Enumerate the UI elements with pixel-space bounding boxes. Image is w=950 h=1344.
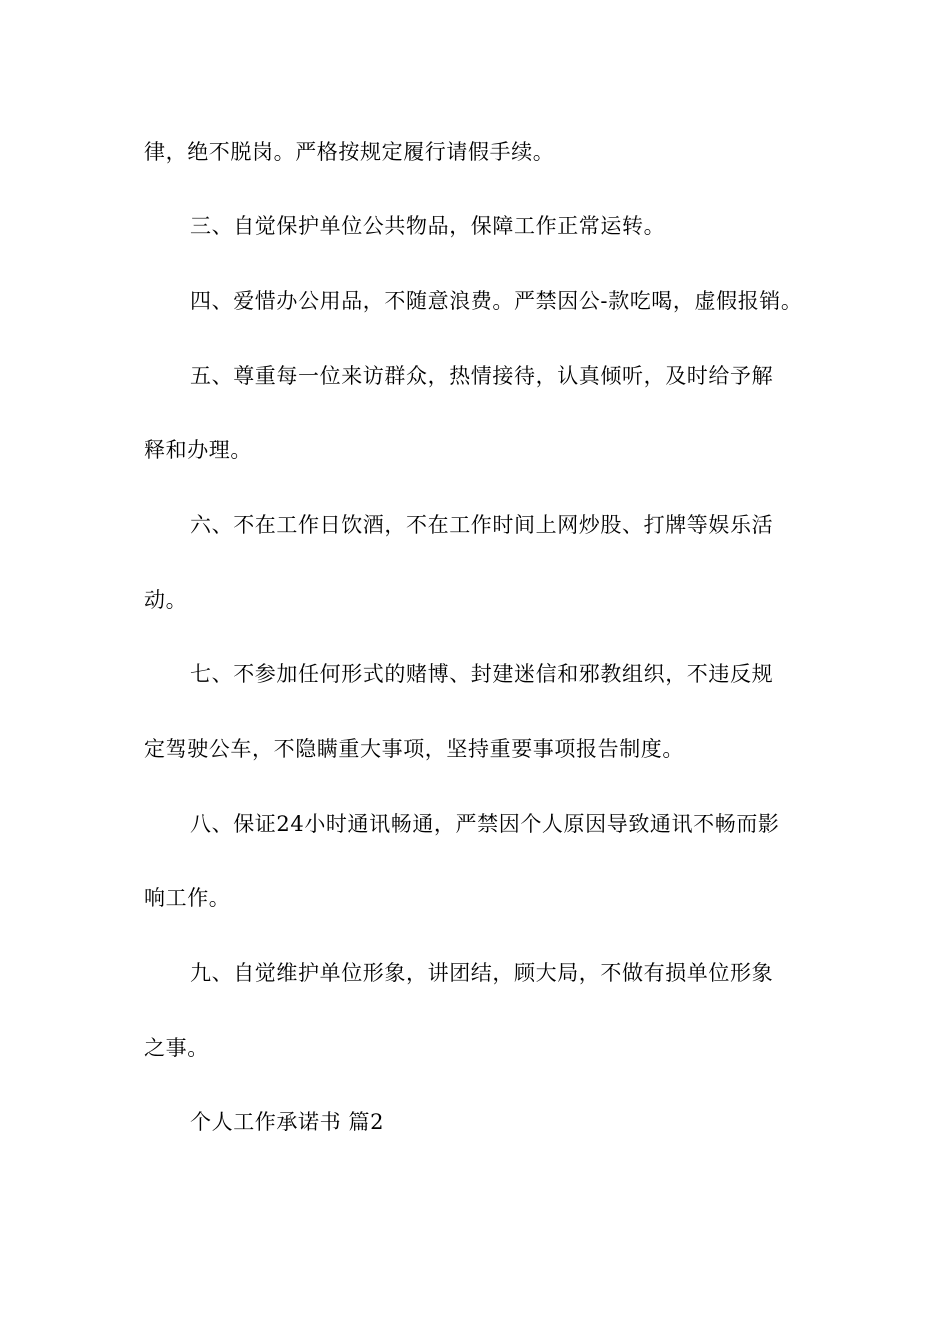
text-line-1: 律，绝不脱岗。严格按规定履行请假手续。 bbox=[144, 140, 555, 164]
text-line-3: 四、爱惜办公用品，不随意浪费。严禁因公-款吃喝，虚假报销。 bbox=[190, 289, 803, 313]
text-line-10: 八、保证24小时通讯畅通，严禁因个人原因导致通讯不畅而影 bbox=[190, 812, 780, 836]
text-line-5: 释和办理。 bbox=[144, 438, 252, 462]
text-line-12: 九、自觉维护单位形象，讲团结，顾大局，不做有损单位形象 bbox=[190, 961, 774, 985]
text-line-11: 响工作。 bbox=[144, 886, 231, 910]
text-line-2: 三、自觉保护单位公共物品，保障工作正常运转。 bbox=[190, 214, 666, 238]
text-line-13: 之事。 bbox=[144, 1036, 209, 1060]
text-line-7: 动。 bbox=[144, 588, 188, 612]
text-line-8: 七、不参加任何形式的赌博、封建迷信和邪教组织，不违反规 bbox=[190, 662, 774, 686]
text-line-4: 五、尊重每一位来访群众，热情接待，认真倾听，及时给予解 bbox=[190, 364, 774, 388]
text-line-6: 六、不在工作日饮酒，不在工作时间上网炒股、打牌等娱乐活 bbox=[190, 513, 774, 537]
section-heading: 个人工作承诺书 篇2 bbox=[190, 1110, 385, 1134]
text-line-9: 定驾驶公车，不隐瞒重大事项，坚持重要事项报告制度。 bbox=[144, 737, 684, 761]
